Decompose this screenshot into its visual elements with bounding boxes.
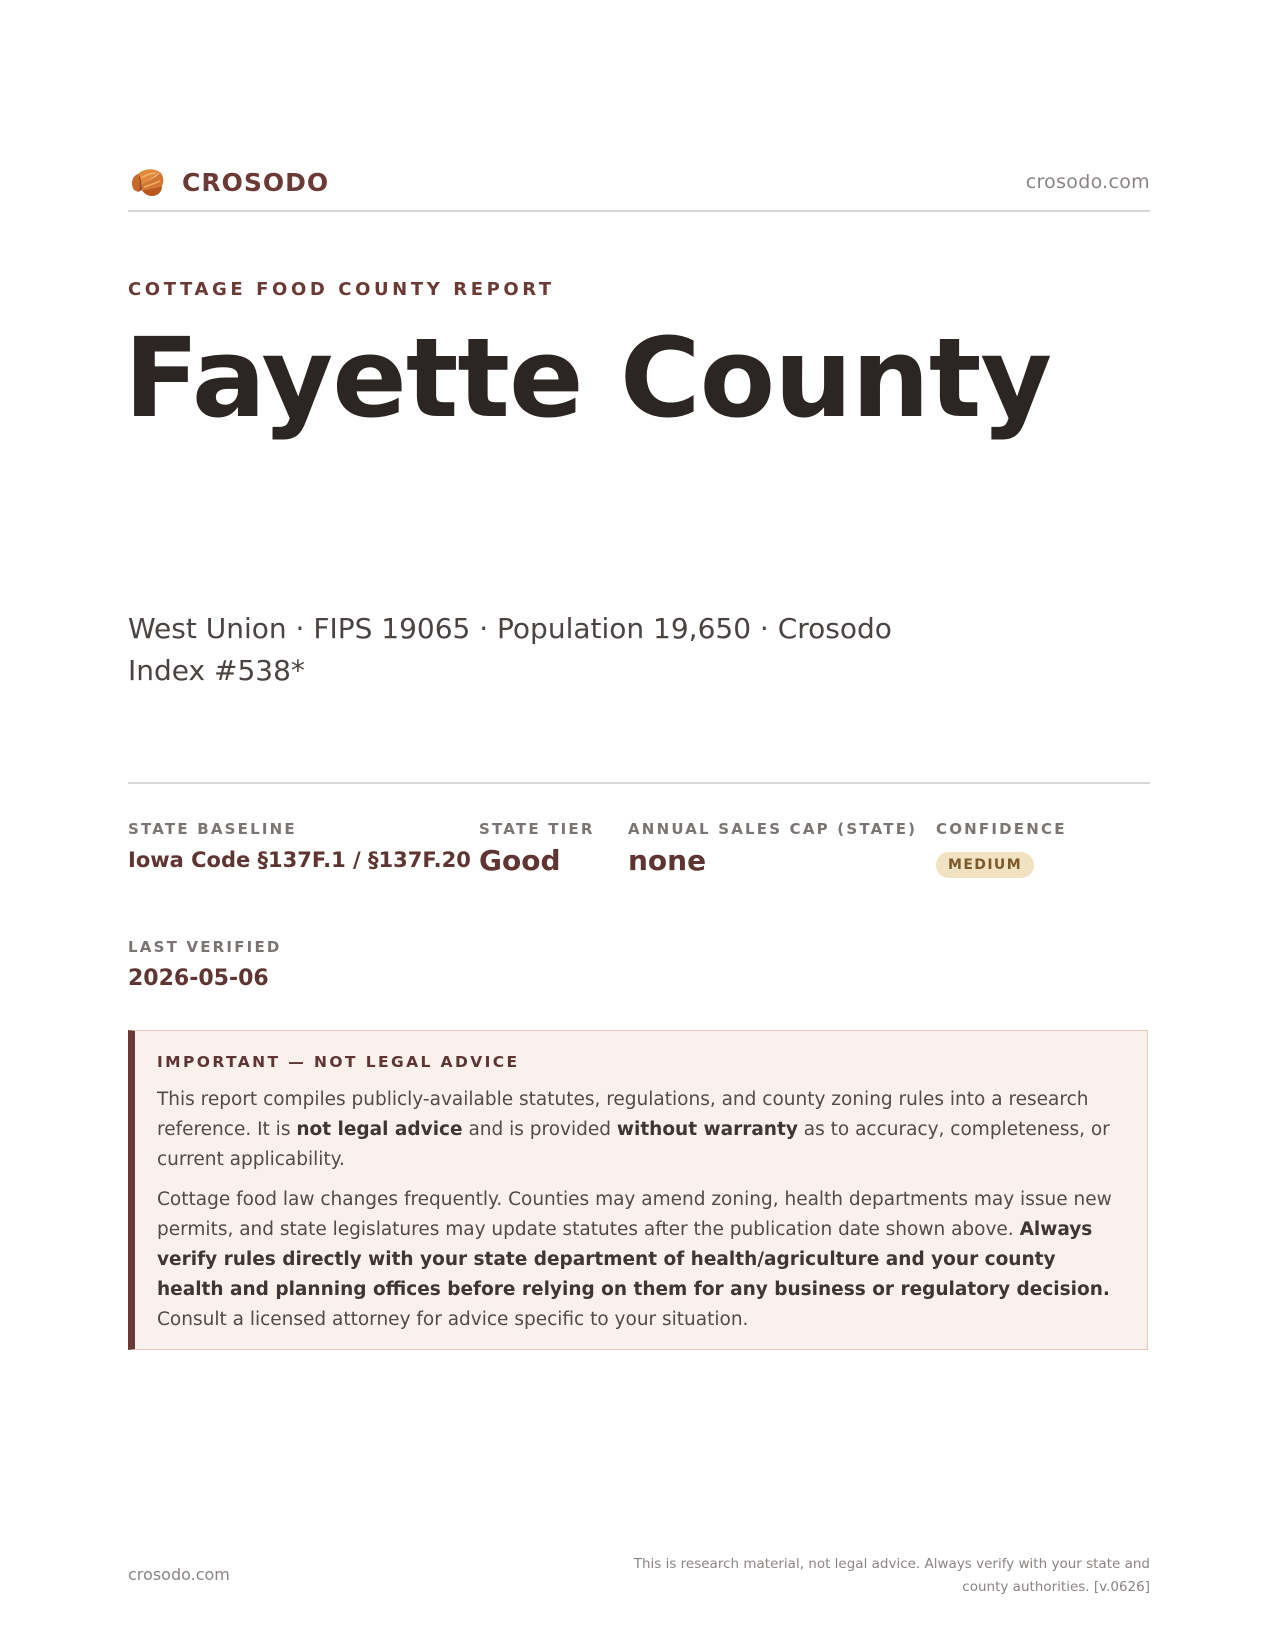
confidence-badge: MEDIUM (936, 852, 1034, 878)
stat-value: Iowa Code §137F.1 / §137F.20 (128, 848, 471, 872)
header-url[interactable]: crosodo.com (1025, 171, 1150, 193)
page-title: Fayette County (124, 314, 1052, 442)
notice-title: IMPORTANT — NOT LEGAL ADVICE (157, 1053, 520, 1071)
stat-annual-sales-cap (628, 820, 917, 877)
notice-paragraph-2: Cottage food law changes frequently. Counties may amend zoning, health departments may issue new permits, and state legislatures may update statutes after the publication date shown above. Always verify rules directly with your state department of health/agriculture and your county health and planning offices before relying on them for any business or regulatory decision. Consult a licensed attorney for advice specific to your situation. (157, 1189, 1112, 1330)
stat-last-verified (128, 938, 282, 991)
stat-confidence (936, 820, 1067, 878)
stat-label: LAST VERIFIED (128, 938, 282, 956)
page-header (128, 158, 1150, 206)
footer-disclaimer: This is research material, not legal advice. Always verify with your state and county authorities. [v.0626] (633, 1556, 1150, 1595)
brand-name: CROSODO (182, 167, 330, 197)
stat-label: CONFIDENCE (936, 820, 1067, 838)
notice-paragraph-1: This report compiles publicly-available statutes, regulations, and county zoning rules into a research reference. It is not legal advice and is provided without warranty as to accuracy, completeness, or current applicability. (157, 1089, 1110, 1170)
legal-notice (128, 1030, 1148, 1350)
stat-label: STATE TIER (479, 820, 595, 838)
stat-state-baseline (128, 820, 471, 872)
county-summary: West Union · FIPS 19065 · Population 19,650 · Crosodo Index #538* (128, 612, 892, 687)
section-divider (128, 782, 1150, 784)
stat-value: Good (479, 844, 561, 877)
stat-label: STATE BASELINE (128, 820, 297, 838)
stat-value: 2026-05-06 (128, 966, 269, 991)
report-page (124, 0, 1150, 1650)
stat-label: ANNUAL SALES CAP (STATE) (628, 820, 918, 838)
brand (128, 162, 329, 202)
stat-state-tier (479, 820, 595, 877)
stat-value: none (628, 844, 707, 877)
report-eyebrow: COTTAGE FOOD COUNTY REPORT (128, 279, 555, 300)
croissant-icon (128, 162, 168, 202)
header-divider (128, 210, 1150, 212)
footer-url[interactable]: crosodo.com (128, 1565, 230, 1584)
